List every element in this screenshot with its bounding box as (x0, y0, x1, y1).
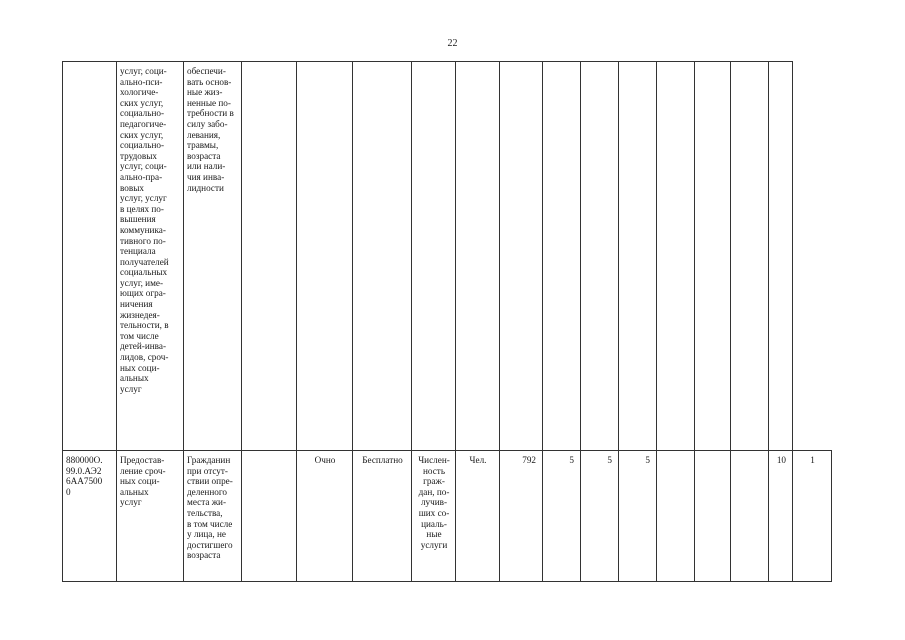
value-cell (619, 62, 657, 451)
text-line: при отсут- (187, 465, 228, 476)
text-line: в том числе (187, 518, 233, 529)
value-cell-1: 5 (543, 451, 581, 582)
text-line: 6АА7500 (66, 476, 103, 487)
payment-cell (353, 62, 412, 451)
text-line: обеспечи- (187, 66, 226, 76)
empty-cell (242, 451, 297, 582)
text-line: у лица, не (187, 529, 226, 540)
text-line: услуг (120, 383, 142, 394)
service-name-cell (117, 451, 184, 582)
text-line: получателей (120, 256, 169, 267)
text-line: детей-инва- (120, 341, 167, 352)
text-line: ально-пра- (120, 171, 163, 182)
form-cell: Очно (297, 451, 353, 582)
value-cell-2: 5 (581, 451, 619, 582)
text-line: лидности (187, 182, 224, 193)
text-line: тельства, (187, 507, 223, 518)
value-cell (695, 62, 731, 451)
text-line: лучив- (420, 497, 448, 508)
text-line: или нали- (187, 161, 226, 172)
empty-cell (242, 62, 297, 451)
deviation-abs-cell: 1 (793, 451, 832, 582)
service-name-cell (117, 62, 184, 451)
text-line: социальных (120, 267, 168, 278)
text-line: ление сроч- (120, 465, 166, 476)
registry-code-cell (63, 62, 117, 451)
text-line: 880000О. (66, 455, 103, 465)
services-table (62, 61, 832, 582)
text-line: граж- (423, 476, 445, 487)
text-line: возраста (187, 150, 221, 161)
text-line: услуг, услуг (120, 193, 167, 204)
okei-code-cell: 792 (500, 451, 543, 582)
text-line: педагогиче- (120, 118, 167, 129)
text-line: ные жиз- (187, 87, 223, 98)
text-line: услуг (120, 497, 142, 508)
text-line: Предостав- (120, 455, 165, 465)
text-line: ность (422, 465, 446, 476)
category-cell (184, 62, 242, 451)
text-line: коммуника- (120, 224, 166, 235)
text-line: услуг, име- (120, 277, 164, 288)
text-line: ные (426, 529, 442, 540)
value-cell (731, 62, 769, 451)
text-line: Гражданин (187, 455, 231, 465)
unit-cell: Чел. (456, 451, 500, 582)
text-line: места жи- (187, 497, 227, 508)
table-row (63, 451, 832, 582)
text-line: 99.0.АЭ2 (66, 465, 102, 476)
text-line: альных (120, 373, 149, 384)
value-cell (543, 62, 581, 451)
text-line: услуги (420, 539, 448, 550)
text-line: ненные по- (187, 97, 231, 108)
text-line: ных соци- (120, 476, 160, 487)
registry-code-cell (63, 451, 117, 582)
value-cell-5 (695, 451, 731, 582)
text-line: тивного по- (120, 235, 166, 246)
text-line: том числе (120, 330, 159, 341)
text-line: чия инва- (187, 171, 225, 182)
text-line: вовых (120, 182, 144, 193)
text-line: силу забо- (187, 118, 228, 129)
text-line: дан, по- (418, 486, 450, 497)
value-cell-6 (731, 451, 769, 582)
text-line: требности в (187, 108, 234, 119)
text-line: деленного (187, 486, 227, 497)
text-line: левания, (187, 129, 221, 140)
page-number: 22 (447, 38, 458, 49)
table-row (63, 62, 832, 451)
text-line: ющих огра- (120, 288, 166, 299)
text-line: достигшего (187, 539, 233, 550)
text-line: хологиче- (120, 87, 159, 98)
text-line: ших со- (418, 507, 450, 518)
text-line: ничения (120, 299, 153, 310)
value-cell (769, 62, 793, 451)
value-cell (581, 62, 619, 451)
unit-cell (456, 62, 500, 451)
indicator-cell (412, 62, 456, 451)
text-line: услуг, соци- (120, 161, 167, 172)
text-line: 0 (66, 486, 71, 497)
indicator-cell (412, 451, 456, 582)
text-line: циаль- (421, 518, 447, 529)
text-line: услуг, соци- (120, 66, 167, 76)
category-cell (184, 451, 242, 582)
payment-cell: Бесплатно (353, 451, 412, 582)
text-line: ских услуг, (120, 129, 164, 140)
text-line: тенциала (120, 246, 156, 257)
value-cell (657, 62, 695, 451)
text-line: альных (120, 486, 149, 497)
text-line: социально- (120, 108, 165, 119)
text-line: вышения (120, 214, 156, 225)
text-line: ных соци- (120, 362, 160, 373)
text-line: социально- (120, 140, 165, 151)
value-cell-4 (657, 451, 695, 582)
text-line: возраста (187, 550, 221, 561)
text-line: травмы, (187, 140, 219, 151)
text-line: в целях по- (120, 203, 164, 214)
deviation-percent-cell: 10 (769, 451, 793, 582)
text-line: ально-пси- (120, 76, 163, 87)
value-cell-3: 5 (619, 451, 657, 582)
text-line: лидов, сроч- (120, 352, 169, 363)
text-line: вать основ- (187, 76, 232, 87)
text-line: трудовых (120, 150, 157, 161)
form-cell (297, 62, 353, 451)
text-line: ских услуг, (120, 97, 164, 108)
okei-cell (500, 62, 543, 451)
text-line: жизнедея- (120, 309, 160, 320)
text-line: Числен- (418, 455, 450, 465)
text-line: тельности, в (120, 320, 169, 331)
text-line: ствии опре- (187, 476, 233, 487)
